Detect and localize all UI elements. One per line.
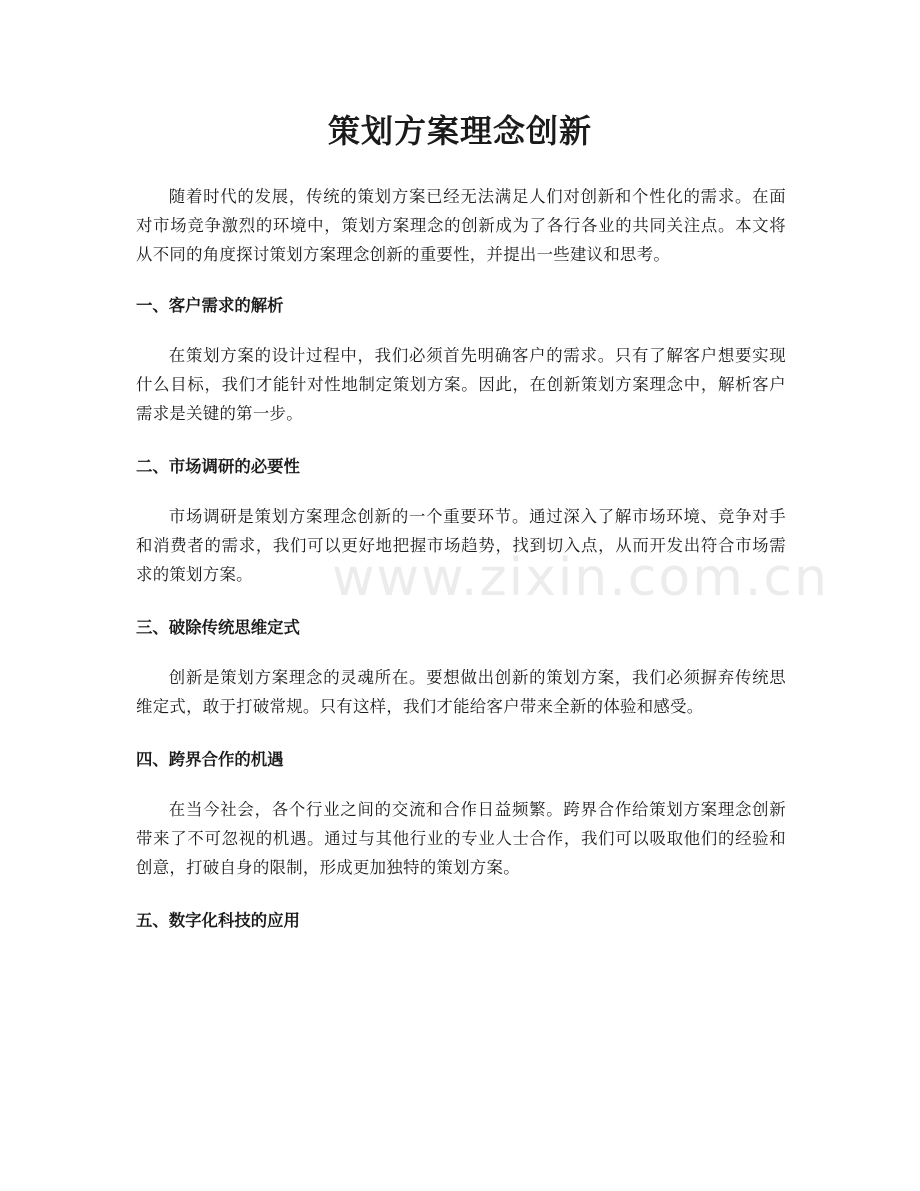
section-body-3: 创新是策划方案理念的灵魂所在。要想做出创新的策划方案，我们必须摒弃传统思维定式，敢于打破常规。只有这样，我们才能给客户带来全新的体验和感受。 <box>136 668 786 716</box>
section-body-4: 在当今社会，各个行业之间的交流和合作日益频繁。跨界合作给策划方案理念创新带来了不可忽视的机遇。通过与其他行业的专业人士合作，我们可以吸取他们的经验和创意，打破自身的限制，形成更加独特的策划方案。 <box>136 800 786 877</box>
section-heading-5: 五、数字化科技的应用 <box>136 911 300 930</box>
document-body <box>136 182 786 934</box>
section-body-1: 在策划方案的设计过程中，我们必须首先明确客户的需求。只有了解客户想要实现什么目标，我们才能针对性地制定策划方案。因此，在创新策划方案理念中，解析客户需求是关键的第一步。 <box>136 346 786 423</box>
section-heading-1: 一、客户需求的解析 <box>136 296 284 315</box>
section-heading-3: 三、破除传统思维定式 <box>136 618 300 637</box>
watermark: www.zixin.com.cn <box>332 548 829 608</box>
section-body-2: 市场调研是策划方案理念创新的一个重要环节。通过深入了解市场环境、竞争对手和消费者的需求，我们可以更好地把握市场趋势，找到切入点，从而开发出符合市场需求的策划方案。 <box>136 507 786 584</box>
intro-paragraph: 随着时代的发展，传统的策划方案已经无法满足人们对创新和个性化的需求。在面对市场竞争激烈的环境中，策划方案理念的创新成为了各行各业的共同关注点。本文将从不同的角度探讨策划方案理念创新的重要性，并提出一些建议和思考。 <box>136 187 786 264</box>
page-title: 策划方案理念创新 <box>327 112 592 150</box>
section-heading-2: 二、市场调研的必要性 <box>136 457 300 476</box>
section-heading-4: 四、跨界合作的机遇 <box>136 750 284 769</box>
